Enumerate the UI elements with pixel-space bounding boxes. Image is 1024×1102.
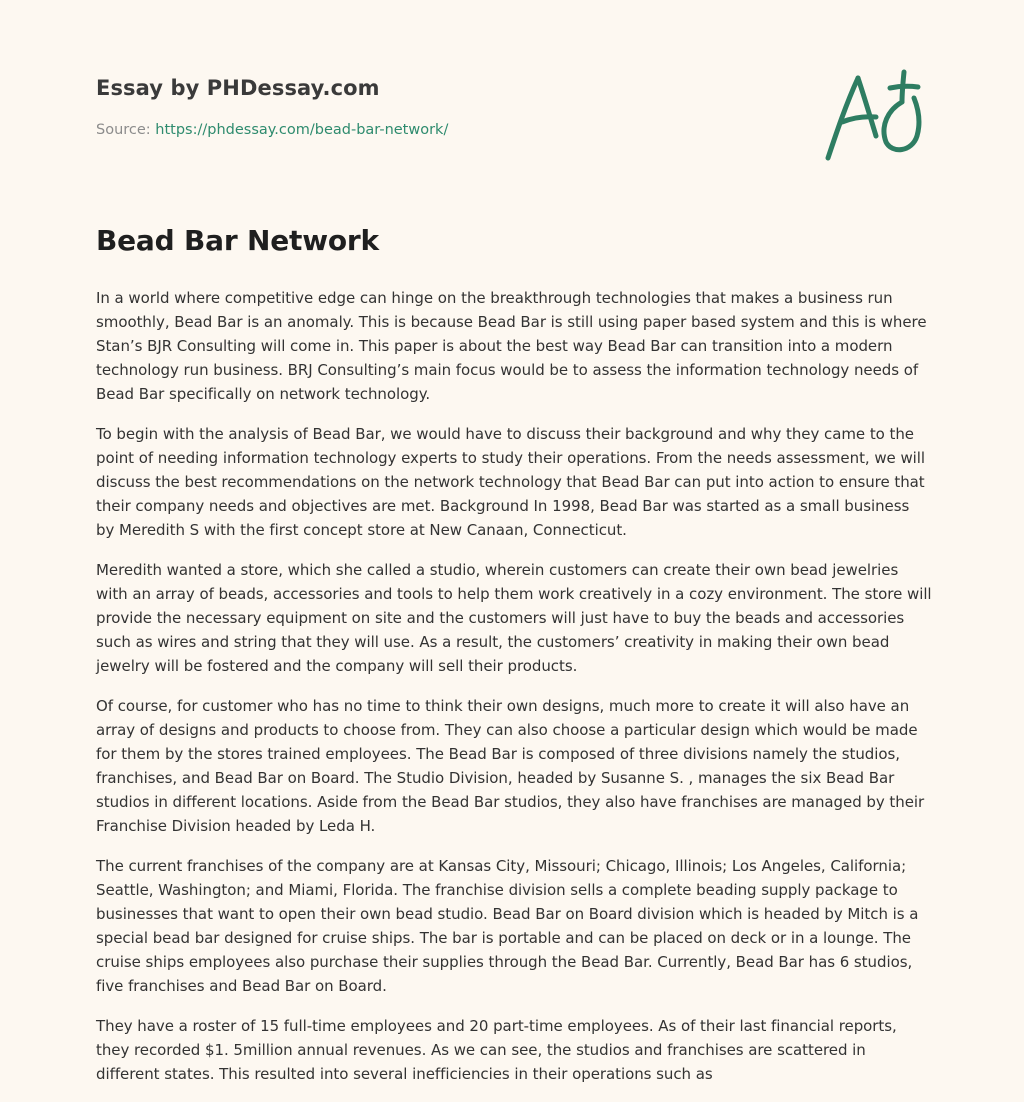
essay-paragraph: To begin with the analysis of Bead Bar, we would have to discuss their background and why they came to the point of needing information technology experts to study their operations. From the needs assessment, we will discuss the best recommendations on the network technology that Bead Bar can put into action to ensure that their company needs and objectives are met. Background In 1998, Bead Bar was started as a small business by Meredith S with the first concept store at New Canaan, Connecticut. — [96, 425, 926, 539]
plus-flourish — [884, 98, 919, 150]
essay-title: Bead Bar Network — [96, 224, 379, 257]
essay-paragraph: Of course, for customer who has no time to think their own designs, much more to create it will also have an array of designs and products to choose from. They can also choose a particular design which would be made for them by the stores trained employees. The Bead Bar is composed of three divisions namely the studios, franchises, and Bead Bar on Board. The Studio Division, headed by Susanne S. , manages the six Bead Bar studios in different locations. Aside from the Bead Bar studios, they also have franchises are managed by their Franchise Division headed by Leda H. — [96, 697, 925, 835]
a-plus-logo-svg — [818, 62, 928, 168]
a-plus-grade-icon — [818, 62, 928, 168]
essay-paragraph: The current franchises of the company are at Kansas City, Missouri; Chicago, Illinois; Los Angeles, California; Seattle, Washington; and Miami, Florida. The franchise division sells a complete beading supply package to businesses that want to open their own bead studio. Bead Bar on Board division which is headed by Mitch is a special bead bar designed for cruise ships. The bar is portable and can be placed on deck or in a lounge. The cruise ships employees also purchase their supplies through the Bead Bar. Currently, Bead Bar has 6 studios, five franchises and Bead Bar on Board. — [96, 857, 919, 995]
essay-paragraph: In a world where competitive edge can hinge on the breakthrough technologies that makes a business run smoothly, Bead Bar is an anomaly. This is because Bead Bar is still using paper based system and this is where Stan’s BJR Consulting will come in. This paper is about the best way Bead Bar can transition into a modern technology run business. BRJ Consulting’s main focus would be to assess the information technology needs of Bead Bar specifically on network technology. — [96, 289, 927, 403]
essay-paragraph: They have a roster of 15 full-time employees and 20 part-time employees. As of their last financial reports, they recorded $1. 5million annual revenues. As we can see, the studios and franchises are scattered in different states. This resulted into several inefficiencies in their operations such as — [96, 1017, 897, 1083]
source-link[interactable]: https://phdessay.com/bead-bar-network/ — [155, 122, 449, 138]
a-right-stroke — [858, 78, 876, 136]
plus-horizontal — [890, 86, 918, 88]
essay-body — [96, 286, 932, 1102]
site-title: Essay by PHDessay.com — [96, 76, 380, 100]
site-header — [96, 76, 796, 138]
source-line — [96, 122, 796, 138]
source-label: Source: — [96, 122, 156, 138]
essay-paragraph: Meredith wanted a store, which she called a studio, wherein customers can create their own bead jewelries with an array of beads, accessories and tools to help them work creatively in a cozy environment. The store will provide the necessary equipment on site and the customers will just have to buy the beads and accessories such as wires and string that they will use. As a result, the customers’ creativity in making their own bead jewelry will be fostered and the company will sell their products. — [96, 561, 932, 675]
